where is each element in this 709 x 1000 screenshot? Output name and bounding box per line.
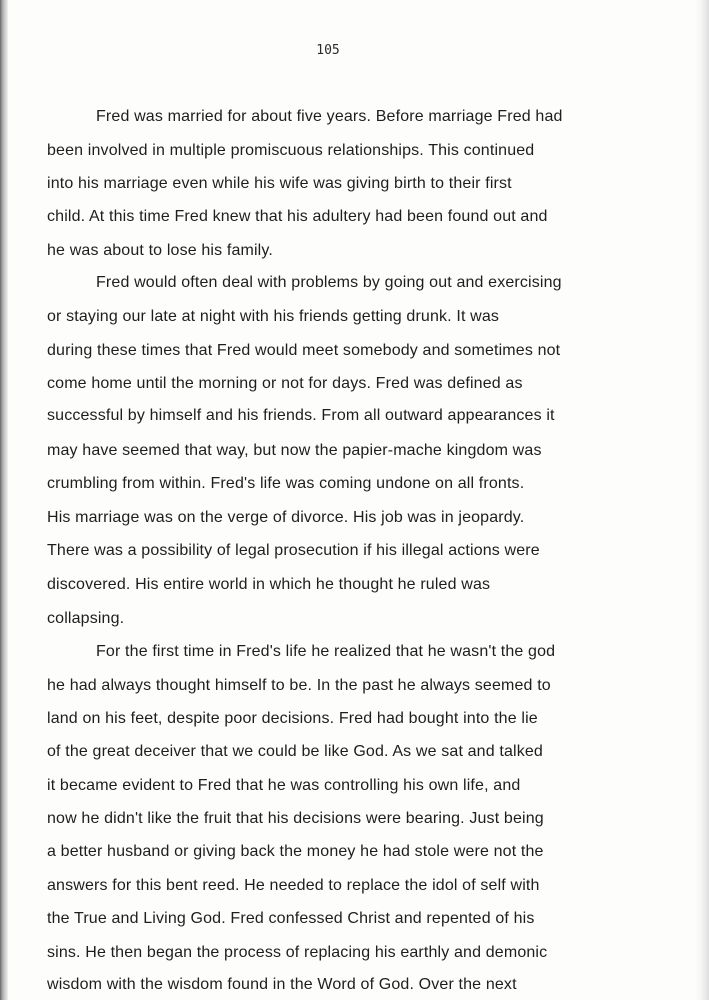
- body-text-line: into his marriage even while his wife was giving birth to their first: [47, 175, 512, 192]
- body-text-line: successful by himself and his friends. From all outward appearances it: [47, 407, 555, 424]
- body-text-line: been involved in multiple promiscuous relationships. This continued: [47, 142, 535, 159]
- body-text-line: crumbling from within. Fred's life was coming undone on all fronts.: [47, 475, 525, 492]
- body-text-line: His marriage was on the verge of divorce. His job was in jeopardy.: [47, 509, 525, 526]
- body-text-line: the True and Living God. Fred confessed Christ and repented of his: [47, 910, 535, 927]
- body-text-line: collapsing.: [47, 610, 125, 627]
- body-text-line: come home until the morning or not for days. Fred was defined as: [47, 375, 523, 392]
- body-text-line: Fred would often deal with problems by going out and exercising: [96, 274, 562, 291]
- body-text-line: he had always thought himself to be. In the past he always seemed to: [47, 677, 551, 694]
- page-number: 105: [316, 43, 340, 58]
- body-text-line: answers for this bent reed. He needed to replace the idol of self with: [47, 877, 540, 894]
- body-text-line: For the first time in Fred's life he realized that he wasn't the god: [96, 643, 556, 660]
- body-text-line: discovered. His entire world in which he thought he ruled was: [47, 576, 491, 593]
- body-text-line: may have seemed that way, but now the papier-mache kingdom was: [47, 442, 542, 459]
- page-edge-shadow: [0, 0, 8, 1000]
- body-text-line: it became evident to Fred that he was controlling his own life, and: [47, 777, 521, 794]
- body-text-line: or staying our late at night with his friends getting drunk. It was: [47, 308, 500, 325]
- body-text-line: Fred was married for about five years. Before marriage Fred had: [96, 108, 563, 125]
- body-text-line: during these times that Fred would meet somebody and sometimes not: [47, 342, 561, 359]
- body-text-line: There was a possibility of legal prosecution if his illegal actions were: [47, 542, 540, 559]
- body-text-line: wisdom with the wisdom found in the Word of God. Over the next: [47, 976, 517, 993]
- body-text-line: child. At this time Fred knew that his adultery had been found out and: [47, 208, 548, 225]
- body-text-line: now he didn't like the fruit that his decisions were bearing. Just being: [47, 810, 544, 827]
- body-text-line: of the great deceiver that we could be like God. As we sat and talked: [47, 743, 543, 760]
- body-text-line: a better husband or giving back the money he had stole were not the: [47, 843, 544, 860]
- body-text-line: land on his feet, despite poor decisions. Fred had bought into the lie: [47, 710, 538, 727]
- page-edge-shadow-right: [695, 0, 709, 1000]
- body-text-line: he was about to lose his family.: [47, 242, 273, 259]
- body-text-line: sins. He then began the process of replacing his earthly and demonic: [47, 944, 548, 961]
